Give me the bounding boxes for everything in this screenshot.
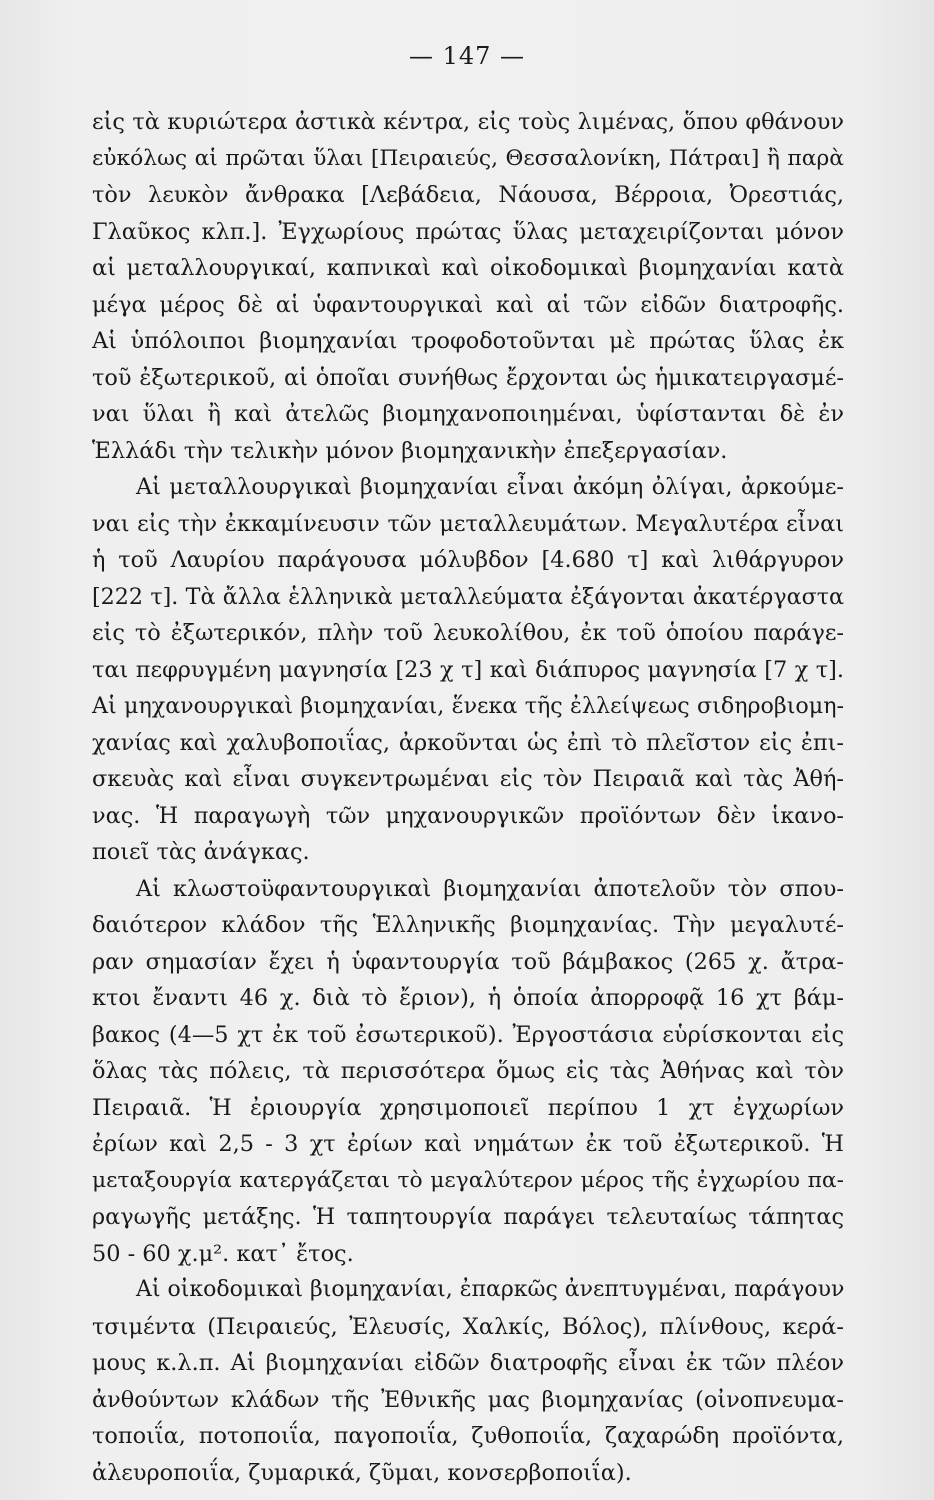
text-line: αἱ μεταλλουργικαί, καπνικαὶ καὶ οἰκοδομικαὶ βιομηχανίαι κατὰ [92, 255, 844, 281]
text-line: Πειραιᾶ. Ἡ ἐριουργία χρησιμοποιεῖ περίπου 1 χτ ἐγχωρίων [92, 1094, 844, 1121]
text-line: εὐκόλως αἱ πρῶται ὕλαι [Πειραιεύς, Θεσσαλονίκη, Πάτραι] ἢ παρὰ [92, 145, 844, 171]
text-line: ναι εἰς τὴν ἐκκαμίνευσιν τῶν μεταλλευμάτων. Μεγαλυτέρα εἶναι [92, 510, 844, 537]
text-line: ται πεφρυγμένη μαγνησία [23 χ τ] καὶ διάπυρος μαγνησία [7 χ τ]. [92, 656, 844, 683]
text-line: μέγα μέρος δὲ αἱ ὑφαντουργικαὶ καὶ αἱ τῶν εἰδῶν διατροφῆς. [92, 291, 844, 318]
text-line: [222 τ]. Τὰ ἄλλα ἑλληνικὰ μεταλλεύματα ἐξάγονται ἀκατέργαστα [92, 583, 844, 610]
text-line: ὅλας τὰς πόλεις, τὰ περισσότερα ὅμως εἰς τὰς Ἀθήνας καὶ τὸν [92, 1058, 844, 1084]
text-line: ποιεῖ τὰς ἀνάγκας. [92, 839, 310, 865]
text-line: δαιότερον κλάδον τῆς Ἑλληνικῆς βιομηχανίας. Τὴν μεγαλυτέ- [92, 912, 844, 938]
text-line: Αἱ ὑπόλοιποι βιομηχανίαι τροφοδοτοῦνται μὲ πρώτας ὕλας ἐκ [92, 328, 844, 354]
body-text [92, 104, 844, 1491]
text-line: ἐρίων καὶ 2,5 - 3 χτ ἐρίων καὶ νημάτων ἐκ τοῦ ἐξωτερικοῦ. Ἡ [92, 1131, 844, 1157]
text-line: τοῦ ἐξωτερικοῦ, αἱ ὁποῖαι συνήθως ἔρχονται ὡς ἡμικατειργασμέ- [92, 364, 844, 391]
text-line: 50 - 60 χ.μ². κατ᾽ ἔτος. [92, 1240, 354, 1267]
text-line: ναι ὕλαι ἢ καὶ ἀτελῶς βιομηχανοποιημέναι, ὑφίστανται δὲ ἐν [92, 401, 844, 427]
text-line: τὸν λευκὸν ἄνθρακα [Λεβάδεια, Νάουσα, Βέρροια, Ὀρεστιάς, [92, 182, 844, 208]
text-line: ἀλευροποιΐα, ζυμαρικά, ζῦμαι, κονσερβοποιΐα). [92, 1459, 632, 1486]
text-line: Ἑλλάδι τὴν τελικὴν μόνον βιομηχανικὴν ἐπεξεργασίαν. [92, 437, 728, 464]
text-line: ἀνθούντων κλάδων τῆς Ἐθνικῆς μας βιομηχανίας (οἰνοπνευμα- [92, 1386, 844, 1413]
text-line: νας. Ἡ παραγωγὴ τῶν μηχανουργικῶν προϊόντων δὲν ἱκανο- [92, 802, 844, 829]
text-line: μους κ.λ.π. Αἱ βιομηχανίαι εἰδῶν διατροφῆς εἶναι ἐκ τῶν πλέον [92, 1350, 844, 1376]
text-line: σκευὰς καὶ εἶναι συγκεντρωμέναι εἰς τὸν Πειραιᾶ καὶ τὰς Ἀθή- [92, 766, 844, 792]
text-line: χανίας καὶ χαλυβοποιΐας, ἀρκοῦνται ὡς ἐπὶ τὸ πλεῖστον εἰς ἐπι- [92, 729, 844, 756]
text-line: Αἱ οἰκοδομικαὶ βιομηχανίαι, ἐπαρκῶς ἀνεπτυγμέναι, παράγουν [136, 1277, 845, 1302]
text-line: βακος (4—5 χτ ἐκ τοῦ ἐσωτερικοῦ). Ἐργοστάσια εὑρίσκονται εἰς [92, 1021, 844, 1048]
text-line: Αἱ μεταλλουργικαὶ βιομηχανίαι εἶναι ἀκόμη ὀλίγαι, ἀρκούμε- [136, 474, 844, 500]
text-line: κτοι ἔναντι 46 χ. διὰ τὸ ἔριον), ἡ ὁποία ἀπορροφᾷ 16 χτ βάμ- [92, 985, 844, 1011]
text-line: εἰς τὸ ἐξωτερικόν, πλὴν τοῦ λευκολίθου, ἐκ τοῦ ὁποίου παράγε- [92, 620, 844, 646]
text-line: Αἱ κλωστοϋφαντουργικαὶ βιομηχανίαι ἀποτελοῦν τὸν σπου- [136, 875, 844, 902]
text-line: ραν σημασίαν ἔχει ἡ ὑφαντουργία τοῦ βάμβακος (265 χ. ἄτρα- [92, 948, 844, 975]
text-line: μεταξουργία κατεργάζεται τὸ μεγαλύτερον μέρος τῆς ἐγχωρίου πα- [92, 1167, 844, 1193]
text-line: Αἱ μηχανουργικαὶ βιομηχανίαι, ἕνεκα τῆς ἐλλείψεως σιδηροβιομη- [92, 693, 844, 719]
page-number: — 147 — [408, 42, 526, 70]
text-line: ραγωγῆς μετάξης. Ἡ ταπητουργία παράγει τελευταίως τάπητας [92, 1204, 844, 1230]
text-line: τοποιΐα, ποτοποιΐα, παγοποιΐα, ζυθοποιΐα, ζαχαρώδη προϊόντα, [92, 1423, 844, 1449]
text-line: Γλαῦκος κλπ.]. Ἐγχωρίους πρώτας ὕλας μεταχειρίζονται μόνον [92, 218, 844, 245]
text-line: τσιμέντα (Πειραιεύς, Ἐλευσίς, Χαλκίς, Βόλος), πλίνθους, κερά- [92, 1313, 844, 1340]
text-line: εἰς τὰ κυριώτερα ἀστικὰ κέντρα, εἰς τοὺς λιμένας, ὅπου φθάνουν [92, 109, 844, 135]
text-line: ἡ τοῦ Λαυρίου παράγουσα μόλυβδον [4.680 τ] καὶ λιθάργυρον [92, 547, 844, 573]
